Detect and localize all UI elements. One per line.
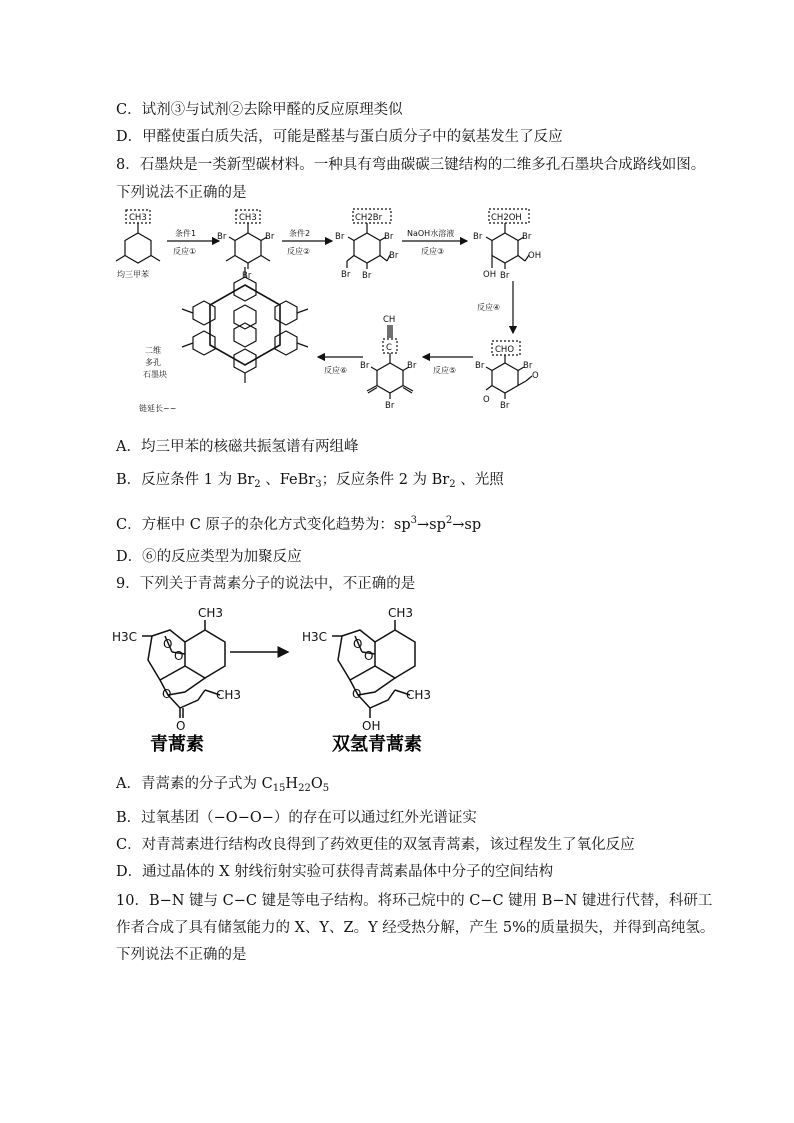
- q8-option-d: D．⑥的反应类型为加聚反应: [116, 549, 302, 565]
- q8-stem-line1: 8．石墨炔是一类新型碳材料。一种具有弯曲碳碳三键结构的二维多孔石墨块合成路线如图。: [116, 157, 706, 173]
- oh-label: OH: [362, 719, 381, 733]
- step2-label: 反应②: [287, 247, 311, 256]
- q10-stem-line1: 10．B−N 键与 C−C 键是等电子结构。将环己烷中的 C−C 键用 B−N 键进行代替，科研工: [116, 893, 713, 909]
- q9-option-d: D．通过晶体的 X 射线衍射实验可获得青蒿素晶体中分子的空间结构: [116, 864, 554, 880]
- cond2-label: 条件2: [289, 229, 311, 238]
- q9-option-c: C．对青蒿素进行结构改良得到了药效更佳的双氢青蒿素，该过程发生了氧化反应: [116, 837, 635, 853]
- br-label: Br: [407, 361, 417, 371]
- ch3-label: CH3: [406, 688, 432, 702]
- q8-synthesis-scheme: [105, 205, 575, 425]
- step3-label: 反应③: [421, 247, 445, 256]
- q9-option-b: B．过氧基团（−O−O−）的存在可以通过红外光谱证实: [116, 810, 477, 826]
- step1-label: 反应①: [173, 247, 197, 256]
- q9-artemisinin-figure: [110, 600, 450, 760]
- o-label: O: [162, 687, 172, 701]
- q7-option-c: C．试剂③与试剂②去除甲醛的反应原理类似: [116, 102, 403, 118]
- step5-label: 反应⑤: [433, 366, 457, 375]
- br-label: Br: [384, 232, 394, 242]
- box-ch3-2: CH3: [239, 213, 257, 223]
- box-cho: CHO: [495, 345, 515, 355]
- step4-label: 反应④: [477, 303, 501, 312]
- q8-option-b: B．反应条件 1 为 $Br_2$ 、FeBr$_3$；反应条件 2 为 $Br_2$ 、光照: [116, 472, 504, 490]
- box-ch2oh: CH2OH: [491, 213, 522, 223]
- artemisinin-caption: 青蒿素: [150, 734, 204, 755]
- br-label: Br: [360, 361, 370, 371]
- ch3-label: CH3: [388, 606, 414, 620]
- br-label: Br: [522, 232, 532, 242]
- br-label: Br: [265, 232, 275, 242]
- box-ch2br: CH2Br: [355, 213, 383, 223]
- br-label: Br: [385, 401, 395, 411]
- oh-label: OH: [483, 270, 497, 280]
- q9-stem: 9．下列关于青蒿素分子的说法中，不正确的是: [116, 576, 416, 592]
- step6-label: 反应⑥: [324, 366, 348, 375]
- dihydroartemisinin-caption: 双氢青蒿素: [332, 734, 422, 755]
- o-label: O: [174, 649, 184, 663]
- product-label-2: 多孔: [145, 358, 161, 367]
- q8-option-c: C．方框中 C 原子的杂化方式变化趋势为：$sp^3\to sp^2\to sp$: [116, 515, 482, 533]
- q8-option-a: A．均三甲苯的核磁共振氢谱有两组峰: [116, 439, 359, 455]
- o-label: O: [483, 395, 490, 405]
- br-label: Br: [242, 271, 252, 281]
- graphyne-pore: [210, 285, 280, 365]
- o-label: O: [364, 649, 374, 663]
- br-label: Br: [475, 361, 485, 371]
- br-label: Br: [473, 232, 483, 242]
- q9-option-a: A．青蒿素的分子式为 $C_{15}H_{22}O_5$: [116, 776, 330, 794]
- br-label: Br: [500, 271, 510, 281]
- br-label: Br: [362, 271, 372, 281]
- br-label: Br: [523, 361, 533, 371]
- o-label: O: [532, 371, 539, 381]
- br-label: Br: [341, 270, 351, 280]
- o-label: O: [353, 637, 363, 651]
- cond3-label: NaOH水溶液: [407, 229, 455, 238]
- br-label: Br: [389, 251, 399, 261]
- q10-stem-line3: 下列说法不正确的是: [116, 947, 247, 963]
- q10-stem-line2: 作者合成了具有储氢能力的 X、Y、Z。Y 经受热分解，产生 5%的质量损失，并得到高纯氢。: [116, 920, 715, 936]
- ch-label: CH: [383, 315, 396, 325]
- oh-label: OH: [528, 251, 542, 261]
- product-label-3: 石墨块: [143, 370, 167, 379]
- mesitylene-ring: [125, 233, 151, 263]
- br-label: Br: [335, 232, 345, 242]
- h3c-label: H3C: [112, 630, 138, 644]
- q8-stem-line2: 下列说法不正确的是: [116, 185, 247, 201]
- o-label: O: [352, 687, 362, 701]
- q7-option-d: D．甲醛使蛋白质失活，可能是醛基与蛋白质分子中的氨基发生了反应: [116, 129, 563, 145]
- o-label: O: [163, 637, 173, 651]
- br-label: Br: [217, 232, 227, 242]
- mesitylene-name: 均三甲苯: [117, 270, 149, 279]
- ch3-label: CH3: [198, 606, 224, 620]
- ch3-label: CH3: [216, 688, 242, 702]
- br-label: Br: [500, 401, 510, 411]
- o-label: O: [176, 719, 186, 733]
- product-label-4: 链延长~~: [139, 404, 177, 413]
- box-ch3-1: CH3: [129, 213, 147, 223]
- product-label-1: 二维: [145, 346, 161, 355]
- cond1-label: 条件1: [175, 229, 197, 238]
- box-c: C: [386, 343, 392, 353]
- h3c-label: H3C: [302, 630, 328, 644]
